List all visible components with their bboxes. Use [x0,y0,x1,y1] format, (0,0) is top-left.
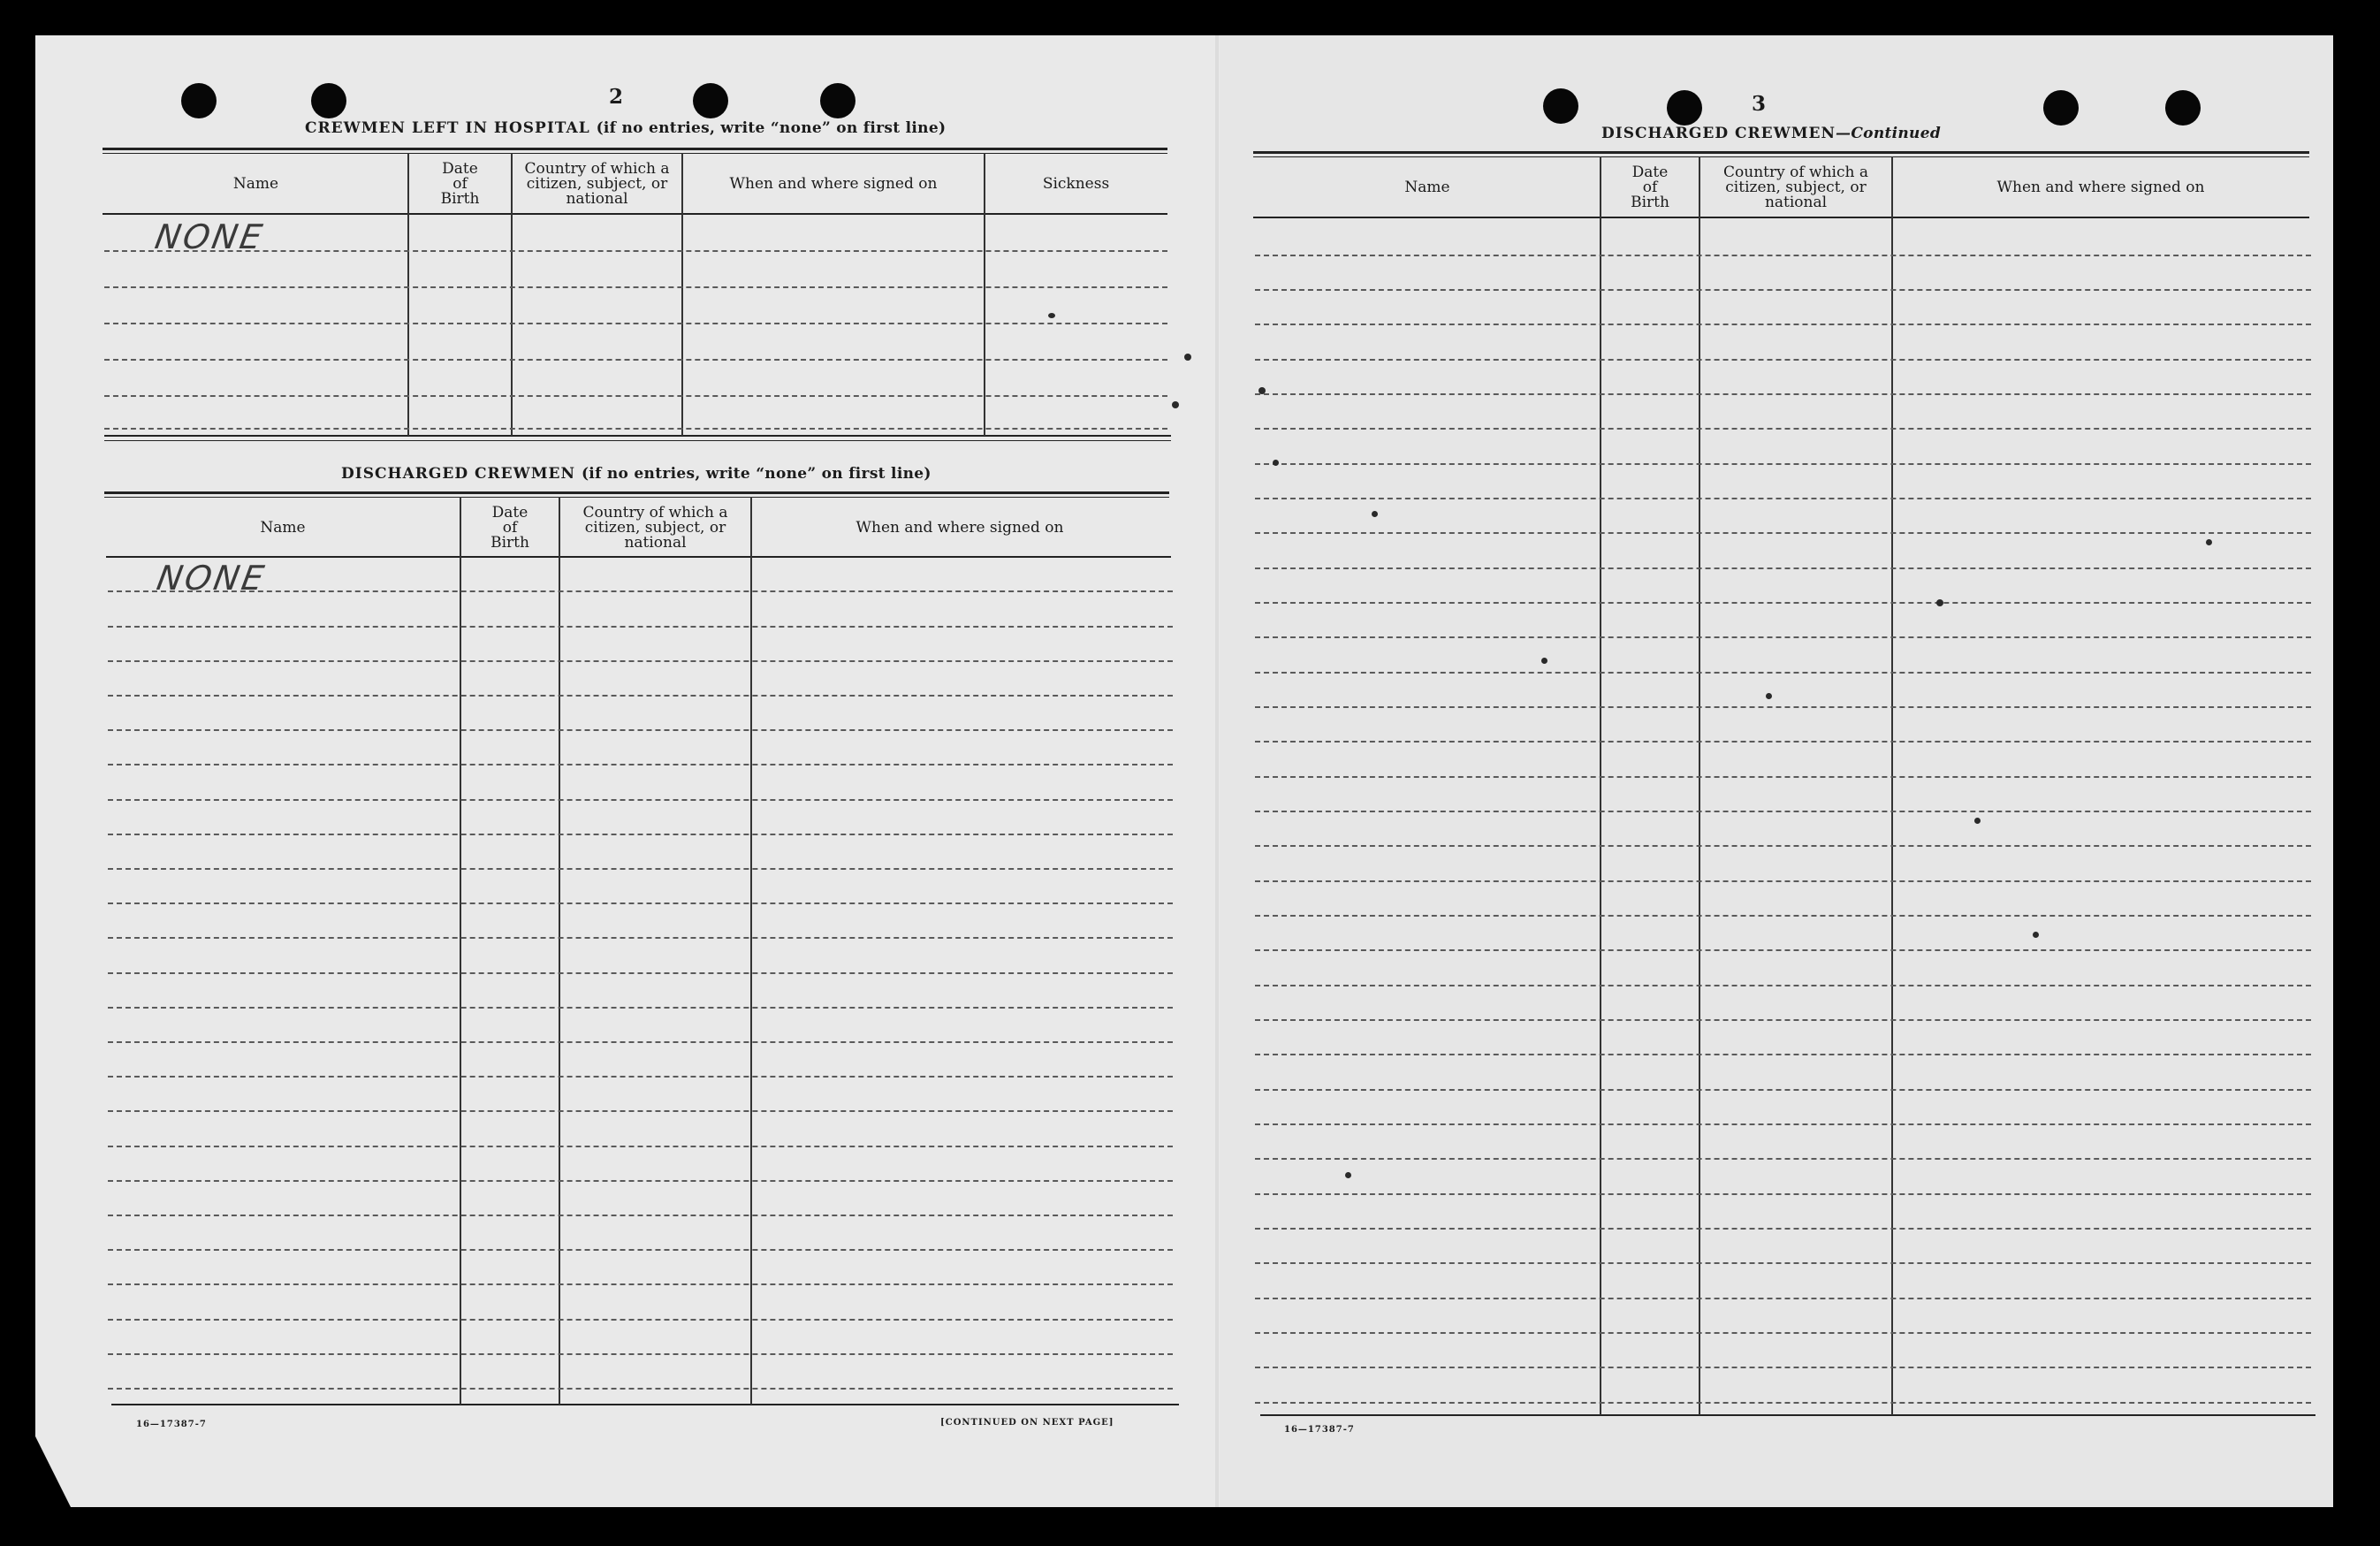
entry-row-line [1255,602,2311,604]
scan-speck [1936,599,1943,606]
entry-row-line [1255,393,2311,395]
table-bottom-rule [111,1404,1179,1405]
table-top-rule [103,148,1167,150]
discharged-title-text: DISCHARGED CREWMEN [341,465,576,483]
entry-row-line [104,323,1167,324]
entry-row-line [1255,1367,2311,1368]
center-fold [1215,35,1219,1507]
entry-row-line [104,359,1167,361]
entry-row-line [108,1388,1173,1390]
entry-row-line [108,868,1173,870]
entry-row-line [108,1215,1173,1216]
punch-hole [693,83,728,118]
entry-row-line [1255,1193,2311,1195]
scan-speck [1345,1172,1351,1178]
scan-speck [2206,539,2212,545]
entry-row-line [1255,359,2311,361]
form-number: 16—17387-7 [1284,1425,1355,1435]
column-header-date-of-birth [1601,159,1699,216]
document-sheet [35,35,2333,1507]
punch-hole [311,83,346,118]
entry-row-line [108,1319,1173,1321]
entry-row-line [1255,1262,2311,1264]
right-section-title [1601,125,1941,142]
table-bottom-rule [104,440,1171,441]
column-header-sickness: Sickness [1042,174,1110,193]
entry-row-line [1255,741,2311,743]
column-header-country-text: Country of which a citizen, subject, or national [1723,163,1868,211]
column-header-signed-on: When and where signed on [855,518,1064,537]
entry-row-line [108,1041,1173,1043]
column-divider [1891,156,1893,1415]
entry-row-line [108,937,1173,939]
scan-speck [1766,693,1772,699]
entry-row-line [1255,532,2311,534]
entry-row-line [108,764,1173,765]
discharged-note: (if no entries, write “none” on first line) [581,465,931,483]
column-header-country [1700,159,1891,216]
entry-row-line [1255,985,2311,986]
entry-row-line [1255,255,2311,256]
entry-row-line [1255,636,2311,638]
header-bottom-rule [103,213,1167,215]
entry-row-line [1255,880,2311,882]
column-header-date-of-birth-text: Date of Birth [440,159,480,208]
handwritten-entry: NONE [152,217,268,256]
entry-row-line [1255,672,2311,674]
entry-row-line [108,695,1173,697]
table-top-rule [104,491,1169,494]
entry-row-line [108,1180,1173,1182]
entry-row-line [1255,776,2311,778]
entry-row-line [1255,498,2311,499]
scan-speck [1372,511,1378,517]
scan-speck [1172,401,1179,408]
hospital-note: (if no entries, write “none” on first line) [596,119,947,137]
continued-note: [CONTINUED ON NEXT PAGE] [940,1418,1114,1428]
entry-row-line [108,590,1173,592]
entry-row-line [108,729,1173,731]
column-header-name: Name [232,174,279,193]
scan-speck [1048,313,1055,318]
entry-row-line [1255,1298,2311,1299]
column-header-country-text: Country of which a citizen, subject, or national [524,159,670,208]
entry-row-line [1255,915,2311,917]
right-title-text: DISCHARGED CREWMEN [1601,125,1836,142]
punch-hole [820,83,855,118]
header-bottom-rule [1253,217,2309,218]
entry-row-line [1255,1054,2311,1055]
handwritten-entry: NONE [154,559,270,598]
discharged-section-title [341,465,931,483]
entry-row-line [108,834,1173,835]
table-top-rule [104,497,1169,498]
entry-row-line [108,1110,1173,1112]
entry-row-line [108,1146,1173,1147]
scan-speck [1273,460,1279,466]
entry-row-line [108,660,1173,662]
entry-row-line [108,1076,1173,1078]
scan-speck [1184,354,1191,361]
table-top-rule [1253,156,2309,157]
hospital-section-title [305,119,946,137]
entry-row-line [104,286,1167,288]
column-header-name: Name [1404,178,1450,196]
entry-row-line [108,1353,1173,1355]
entry-row-line [108,1249,1173,1251]
column-header-date-of-birth-text: Date of Birth [1631,163,1669,211]
punch-hole [1543,88,1578,124]
entry-row-line [104,395,1167,397]
table-top-rule [1253,151,2309,154]
header-bottom-rule [106,556,1171,558]
column-header-date-of-birth-text: Date of Birth [490,503,529,552]
entry-row-line [1255,1123,2311,1125]
entry-row-line [1255,428,2311,430]
entry-row-line [1255,289,2311,291]
entry-row-line [1255,706,2311,708]
page-number: 2 [609,85,624,109]
entry-row-line [1255,1158,2311,1160]
entry-row-line [1255,949,2311,951]
scan-speck [1974,818,1981,824]
entry-row-line [108,1007,1173,1009]
punch-hole [2043,90,2079,126]
punch-hole [181,83,217,118]
entry-row-line [108,902,1173,904]
punch-hole [1667,90,1702,126]
scan-speck [1541,658,1547,664]
table-bottom-rule [1260,1414,2315,1416]
entry-row-line [1255,811,2311,812]
column-header-country [513,156,681,212]
entry-row-line [1255,463,2311,465]
hospital-title-text: CREWMEN LEFT IN HOSPITAL [305,119,590,137]
entry-row-line [104,428,1167,430]
form-number: 16—17387-7 [136,1420,207,1429]
column-divider [1600,156,1601,1415]
entry-row-line [1255,567,2311,569]
scan-speck [1258,387,1266,394]
entry-row-line [1255,845,2311,847]
column-header-country [560,499,750,556]
entry-row-line [1255,324,2311,325]
column-divider [1699,156,1700,1415]
scan-speck [2033,932,2039,938]
entry-row-line [108,972,1173,974]
entry-row-line [1255,1402,2311,1404]
entry-row-line [108,799,1173,801]
punch-hole [2165,90,2201,126]
column-header-signed-on: When and where signed on [1996,178,2205,196]
entry-row-line [1255,1089,2311,1091]
page-corner-curl [35,1436,71,1507]
entry-row-line [108,626,1173,628]
column-header-date-of-birth [461,499,559,556]
entry-row-line [104,250,1167,252]
page-number: 3 [1752,92,1767,116]
entry-row-line [1255,1332,2311,1334]
column-divider [559,497,560,1405]
continued-label: —Continued [1836,125,1942,142]
entry-row-line [1255,1228,2311,1230]
table-top-rule [103,153,1167,154]
column-divider [460,497,461,1405]
column-header-signed-on: When and where signed on [729,174,938,193]
table-bottom-rule [104,435,1171,437]
entry-row-line [108,1283,1173,1285]
column-header-date-of-birth [409,156,511,212]
column-header-country-text: Country of which a citizen, subject, or national [582,503,728,552]
column-header-name: Name [260,518,306,537]
column-divider [750,497,752,1405]
entry-row-line [1255,1019,2311,1021]
